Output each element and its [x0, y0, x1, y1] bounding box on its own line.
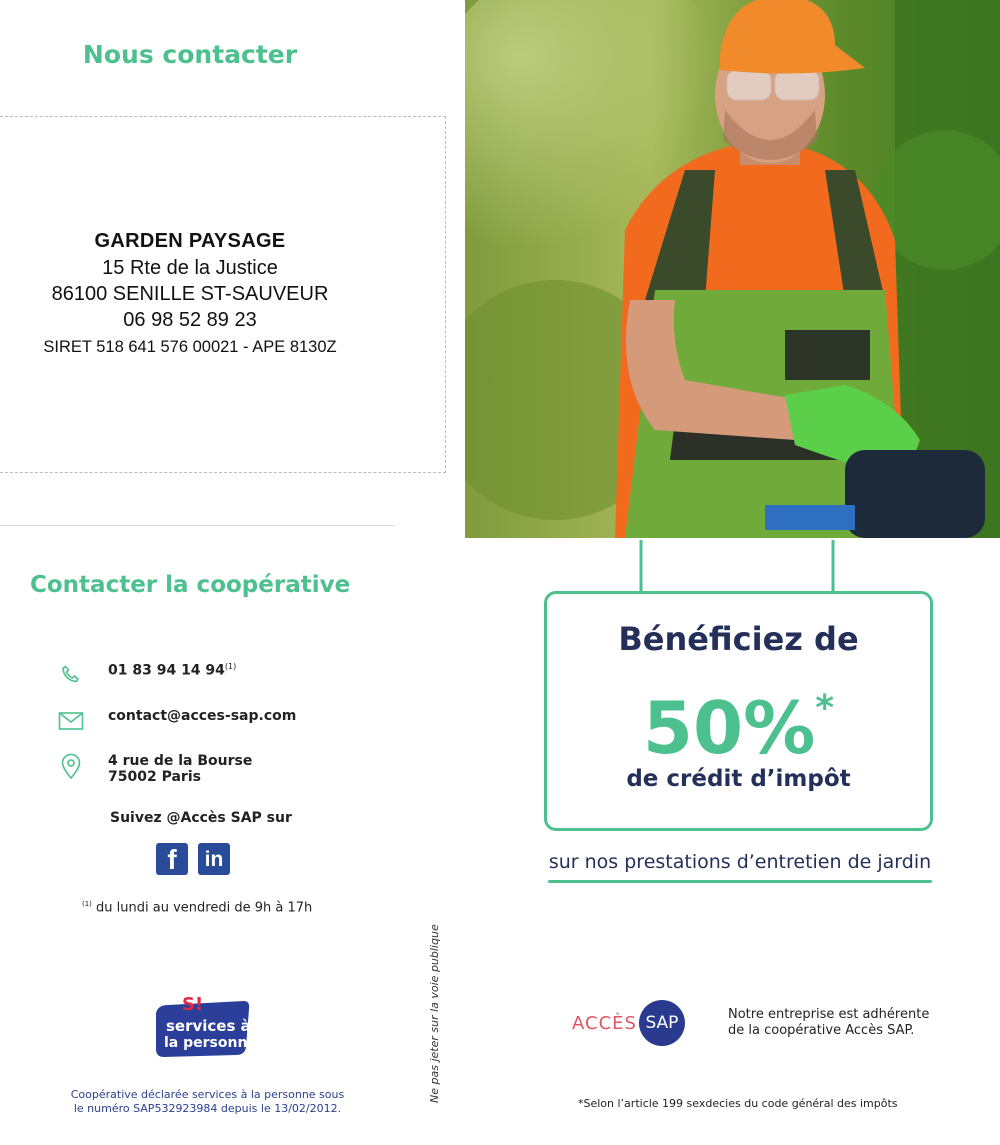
membership-note	[728, 1007, 968, 1039]
services-a-la-personne-logo	[152, 993, 252, 1061]
coop-address-line2: 75002 Paris	[108, 769, 201, 785]
member-note-line2: de la coopérative Accès SAP.	[728, 1023, 915, 1038]
coop-note-line1: Coopérative déclarée services à la personne sous	[70, 1088, 345, 1101]
sap-logo-line2: la personne	[164, 1035, 252, 1051]
sap-circle: SAP	[639, 1000, 685, 1046]
hours-text: du lundi au vendredi de 9h à 17h	[91, 900, 313, 916]
member-note-line1: Notre entreprise est adhérente	[728, 1007, 930, 1022]
services-tagline: sur nos prestations d’entretien de jardin	[548, 851, 932, 873]
offer-title: Bénéficiez de	[618, 620, 859, 658]
follow-us-text: Suivez @Accès SAP sur	[110, 810, 292, 826]
coop-phone-footnote-mark: (1)	[224, 662, 237, 671]
tax-credit-offer-box	[544, 591, 933, 831]
offer-percent	[547, 672, 930, 773]
acces-sap-logo	[572, 1000, 685, 1046]
coop-email[interactable]: contact@acces-sap.com	[108, 708, 297, 724]
company-city: 86100 SENILLE ST-SAUVEUR	[51, 283, 329, 305]
phone-icon	[58, 662, 84, 688]
mail-icon	[58, 708, 84, 734]
social-links	[156, 843, 230, 875]
tagline-underline	[548, 880, 932, 883]
coop-email-row[interactable]	[58, 708, 296, 734]
coop-phone-number: 01 83 94 14 94	[108, 662, 225, 679]
nous-contacter-heading: Nous contacter	[82, 40, 298, 69]
opening-hours-note	[82, 900, 312, 915]
acces-word: ACCÈS	[572, 1012, 637, 1034]
offer-asterisk: *	[815, 688, 835, 729]
coop-declaration-note	[40, 1088, 375, 1116]
company-phone: 06 98 52 89 23	[123, 309, 257, 331]
coop-contact-heading: Contacter la coopérative	[30, 572, 351, 598]
company-siret: SIRET 518 641 576 00021 - APE 8130Z	[43, 338, 337, 356]
offer-percent-value: 50%	[642, 686, 816, 770]
coop-address-line1: 4 rue de la Bourse	[108, 753, 253, 769]
coop-address-row	[58, 753, 252, 785]
linkedin-icon[interactable]: in	[198, 843, 230, 875]
sap-logo-line1: services à	[166, 1017, 251, 1035]
location-pin-icon	[58, 753, 84, 779]
sap-logo-mark: S!	[182, 994, 204, 1015]
facebook-icon[interactable]: f	[156, 843, 188, 875]
offer-subtitle: de crédit d’impôt	[626, 766, 851, 792]
company-street: 15 Rte de la Justice	[102, 257, 278, 279]
coop-note-line2: le numéro SAP532923984 depuis le 13/02/2012.	[73, 1102, 342, 1115]
tax-footnote: *Selon l’article 199 sexdecies du code général des impôts	[578, 1097, 898, 1110]
do-not-litter-note: Ne pas jeter sur la voie publique	[428, 924, 441, 1103]
hours-footnote-mark: (1)	[82, 900, 92, 908]
coop-phone-row[interactable]	[58, 662, 236, 688]
company-name: GARDEN PAYSAGE	[94, 230, 286, 252]
